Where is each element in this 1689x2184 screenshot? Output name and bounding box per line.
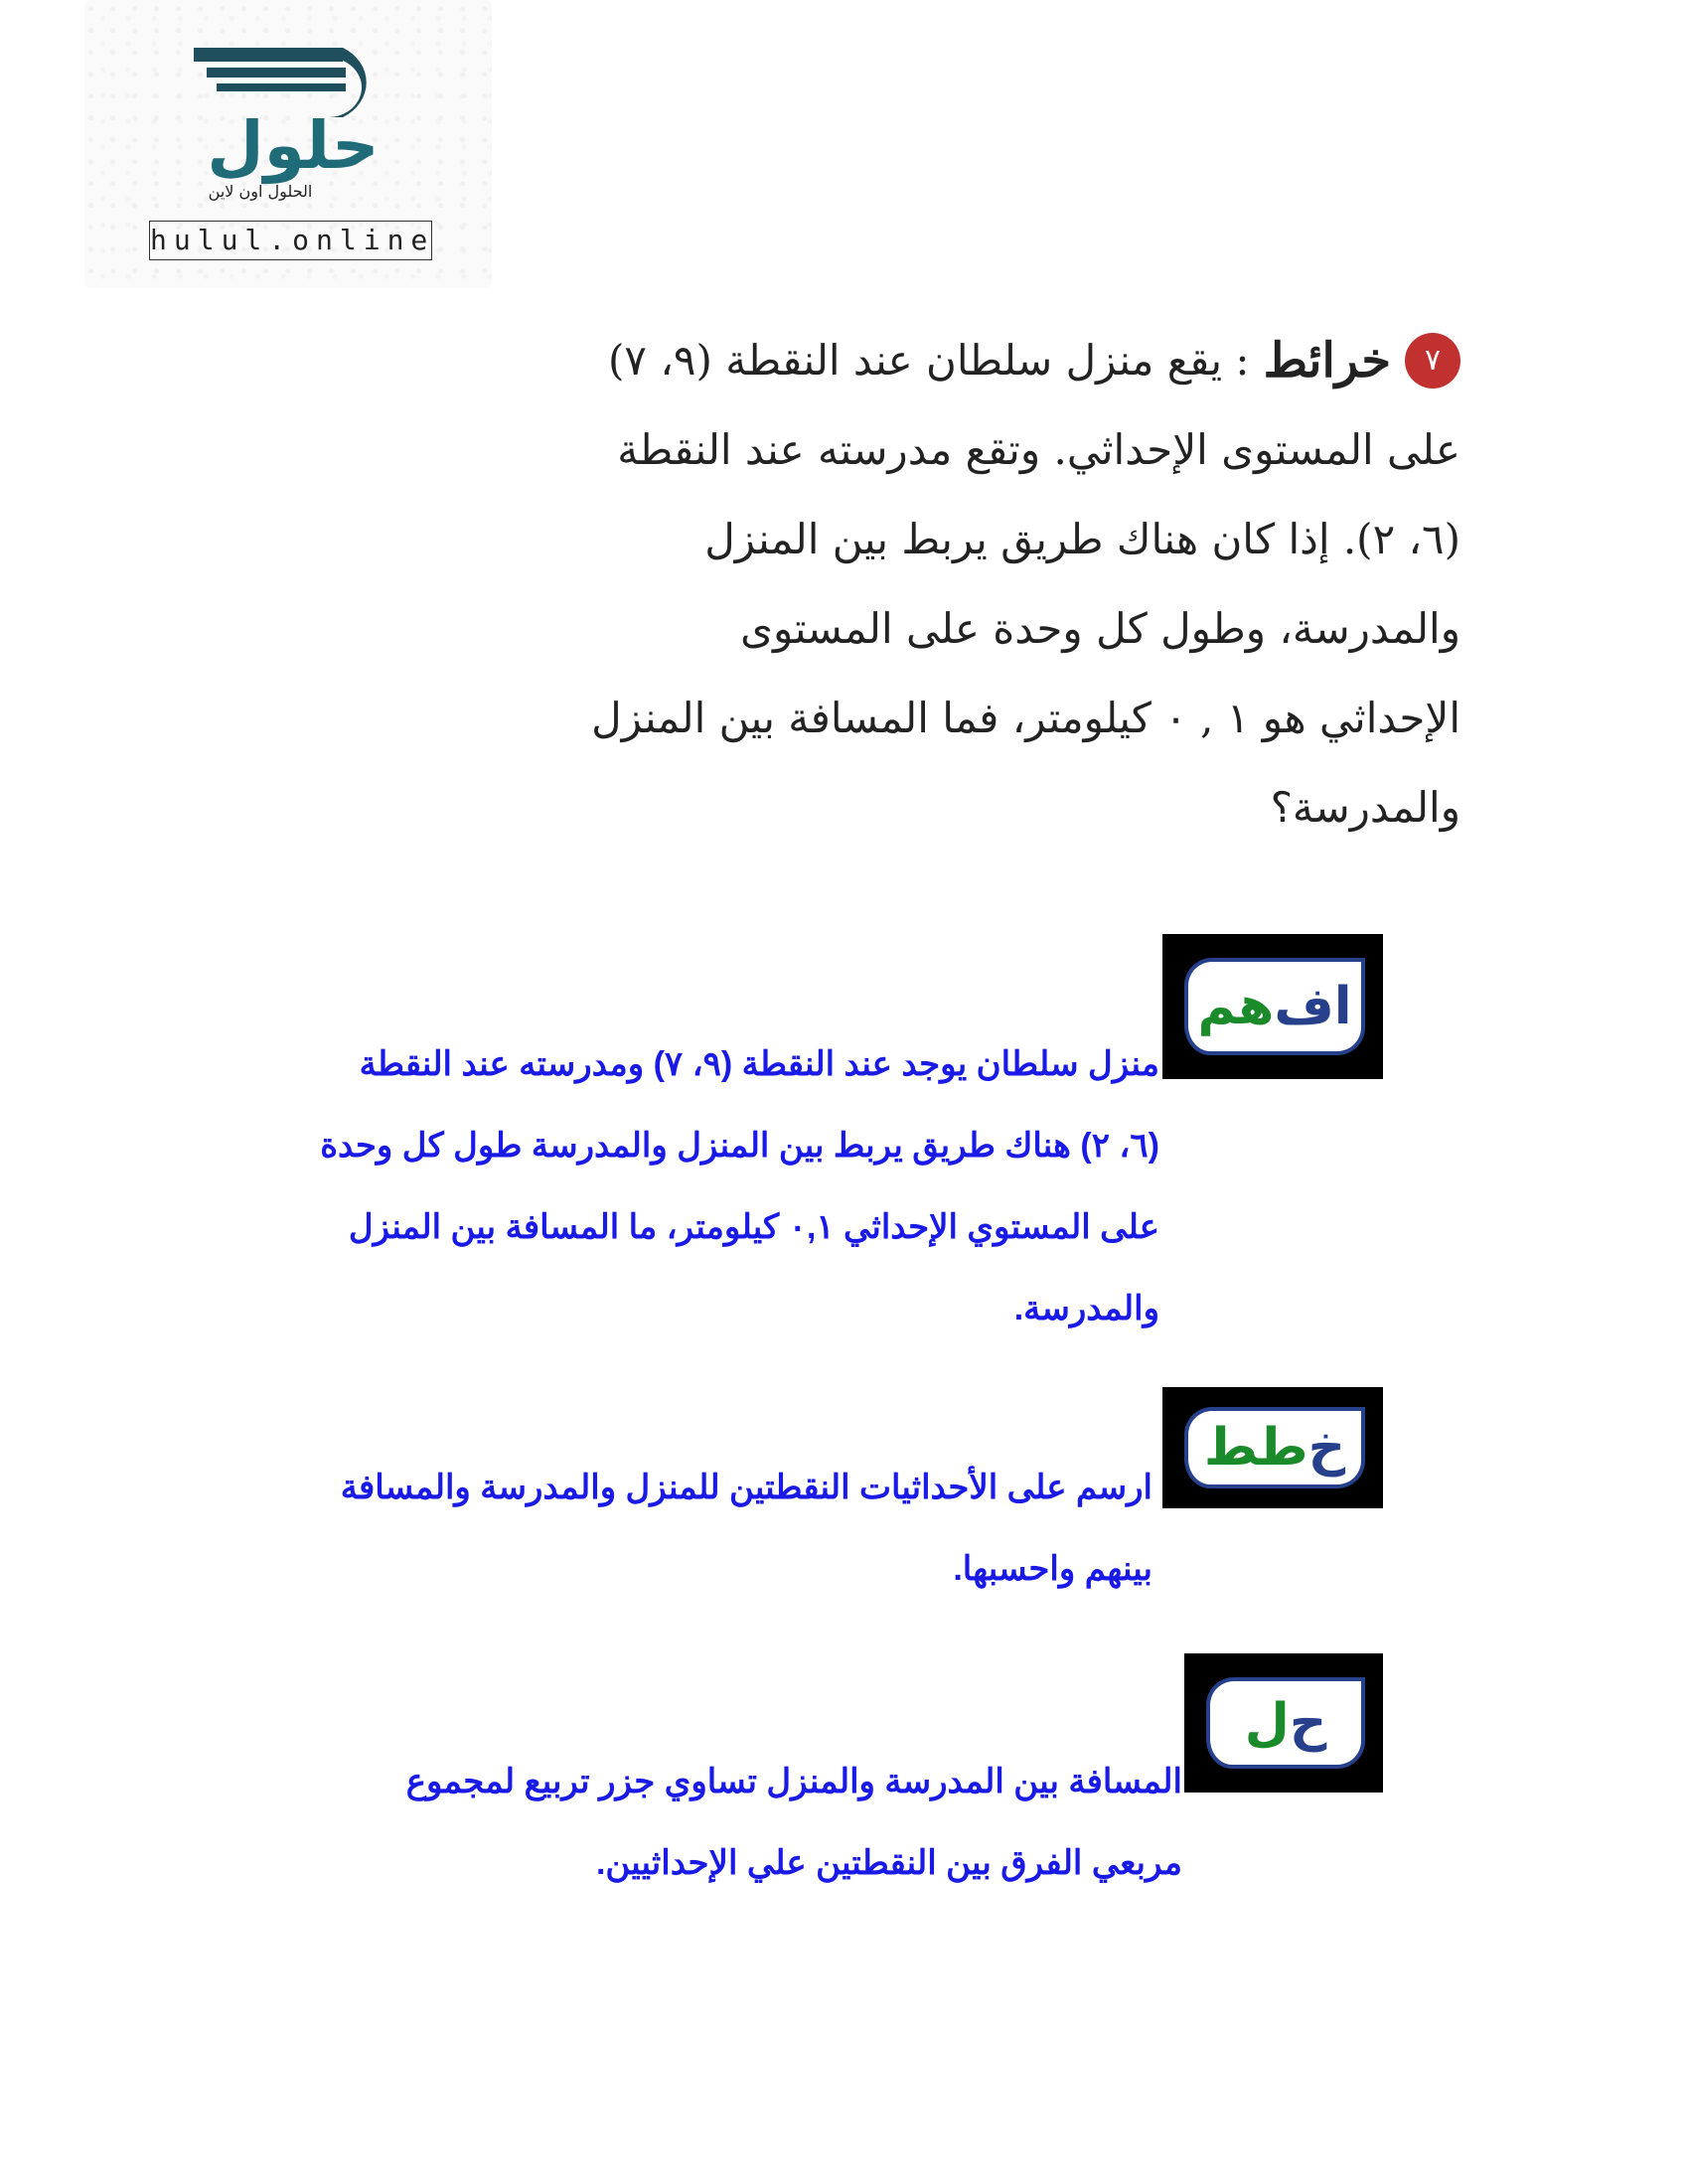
problem-line: [437, 316, 1460, 405]
understand-badge-part1: اف: [1274, 977, 1352, 1036]
solve-line: مربعي الفرق بين النقطتين علي الإحداثيين.: [595, 1844, 1182, 1882]
understand-badge-frame: [1184, 958, 1365, 1055]
problem-statement: [437, 316, 1460, 853]
understand-line: على المستوي الإحداثي ٠,١ كيلومتر، ما المسافة بين المنزل: [348, 1208, 1159, 1246]
plan-section: [258, 1447, 1152, 1610]
plan-badge: [1162, 1387, 1383, 1508]
plan-badge-part1: خ: [1307, 1418, 1346, 1478]
solve-section: [298, 1741, 1182, 1904]
plan-badge-part2: طط: [1203, 1418, 1308, 1478]
understand-badge: [1162, 934, 1383, 1079]
problem-line: على المستوى الإحداثي. وتقع مدرسته عند النقطة: [617, 425, 1460, 474]
problem-line: الإحداثي هو ١ , ٠ كيلومتر، فما المسافة بين المنزل: [591, 694, 1460, 742]
problem-text: : يقع منزل سلطان عند النقطة (٩، ٧): [608, 336, 1250, 385]
plan-badge-frame: [1184, 1407, 1365, 1488]
understand-line: منزل سلطان يوجد عند النقطة (٩، ٧) ومدرسته عند النقطة: [359, 1045, 1159, 1083]
understand-line: (٦، ٢) هناك طريق يربط بين المنزل والمدرسة طول كل وحدة: [320, 1127, 1159, 1165]
logo-tagline: الحلول اون لاين: [208, 182, 313, 201]
brand-logo: [84, 0, 492, 288]
logo-wordmark: حلول: [207, 107, 380, 184]
problem-line: والمدرسة، وطول كل وحدة على المستوى: [740, 604, 1460, 653]
understand-line: والمدرسة.: [1013, 1290, 1159, 1327]
problem-line: (٦، ٢). إذا كان هناك طريق يربط بين المنزل: [704, 515, 1460, 563]
solve-badge-part2: ل: [1244, 1693, 1290, 1753]
question-number-badge: ٧: [1405, 333, 1460, 389]
solve-line: المسافة بين المدرسة والمنزل تساوي جزر تربيع لمجموع: [405, 1763, 1182, 1800]
understand-badge-part2: هم: [1197, 977, 1275, 1036]
solve-badge-frame: [1206, 1677, 1365, 1769]
problem-topic: خرائط: [1263, 333, 1391, 389]
plan-line: ارسم على الأحداثيات النقطتين للمنزل والمدرسة والمسافة: [340, 1469, 1152, 1506]
solve-badge-part1: ح: [1289, 1693, 1327, 1753]
understand-section: [224, 1023, 1159, 1349]
problem-line: والمدرسة؟: [1270, 783, 1460, 832]
solve-badge: [1184, 1653, 1383, 1793]
plan-line: بينهم واحسبها.: [953, 1550, 1152, 1588]
logo-url: hulul.online: [149, 221, 432, 260]
